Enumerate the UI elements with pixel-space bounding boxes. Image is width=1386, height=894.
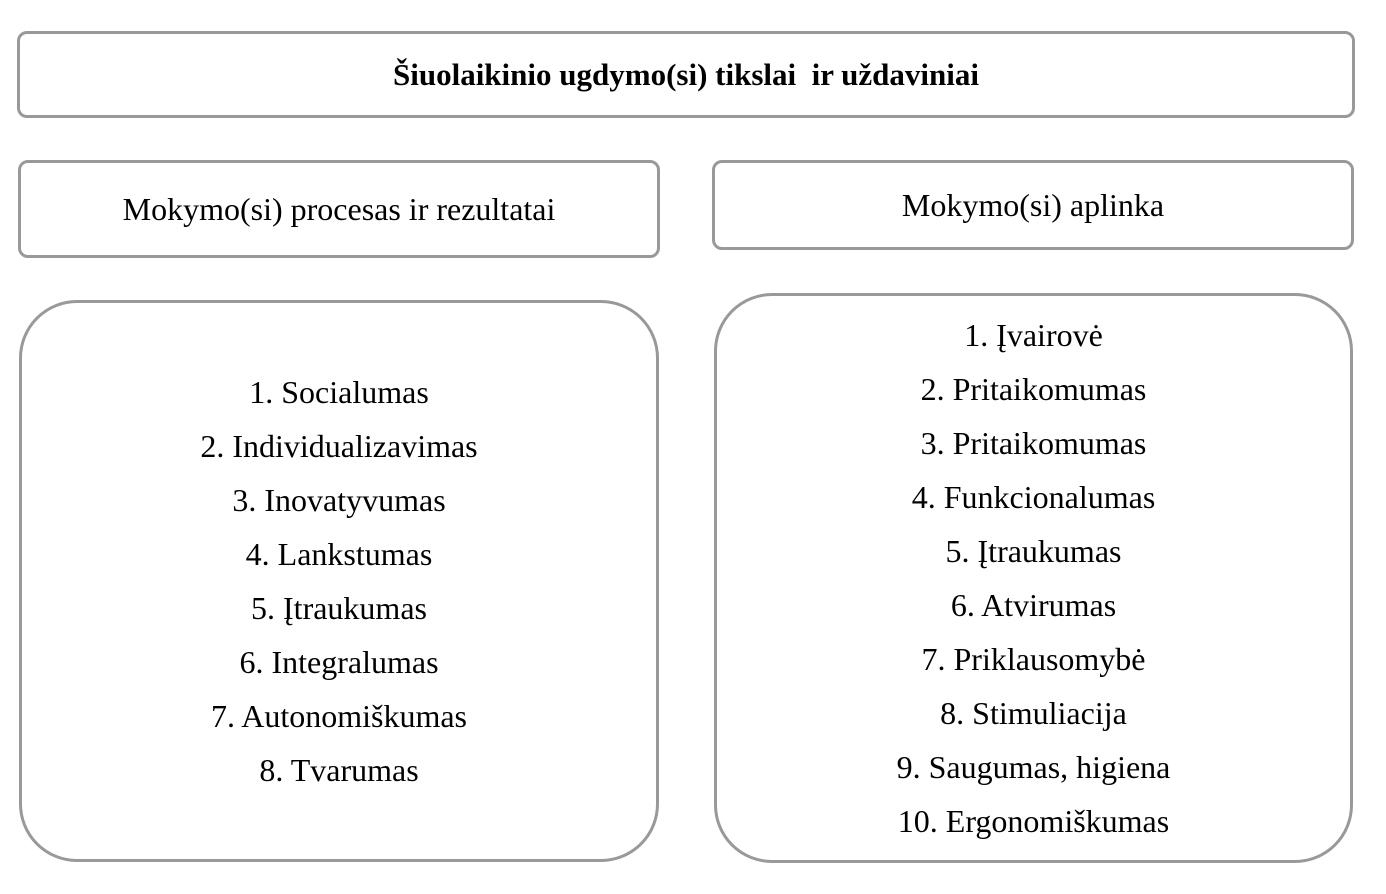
left-list-box <box>19 300 659 862</box>
right-header-box <box>712 160 1354 250</box>
list-item: 5. Įtraukumas <box>251 590 427 626</box>
list-item: 2. Pritaikomumas <box>920 371 1147 407</box>
list-item: 4. Lankstumas <box>245 536 433 572</box>
list-item: 6. Atvirumas <box>950 587 1117 623</box>
list-item: 7. Autonomiškumas <box>210 698 467 734</box>
left-header: Mokymo(si) procesas ir rezultatai <box>122 190 556 227</box>
right-list-box <box>714 293 1353 863</box>
list-item: 3. Inovatyvumas <box>232 482 446 518</box>
list-item: 9. Saugumas, higiena <box>896 749 1171 785</box>
list-item: 5. Įtraukumas <box>945 533 1122 569</box>
left-header-box <box>18 160 660 258</box>
list-item: 2. Individualizavimas <box>200 428 478 464</box>
list-item: 8. Stimuliacija <box>940 695 1127 731</box>
list-item: 3. Pritaikomumas <box>920 425 1147 461</box>
diagram-title: Šiuolaikinio ugdymo(si) tikslai ir uždaviniai <box>392 56 979 92</box>
diagram-title-box <box>17 31 1355 118</box>
list-item: 1. Socialumas <box>249 374 429 410</box>
right-header: Mokymo(si) aplinka <box>901 186 1165 223</box>
list-item: 6. Integralumas <box>239 644 439 680</box>
list-item: 7. Priklausomybė <box>921 641 1146 677</box>
list-item: 4. Funkcionalumas <box>911 479 1156 515</box>
list-item: 1. Įvairovė <box>964 317 1103 353</box>
list-item: 10. Ergonomiškumas <box>897 803 1170 839</box>
list-item: 8. Tvarumas <box>259 752 419 788</box>
